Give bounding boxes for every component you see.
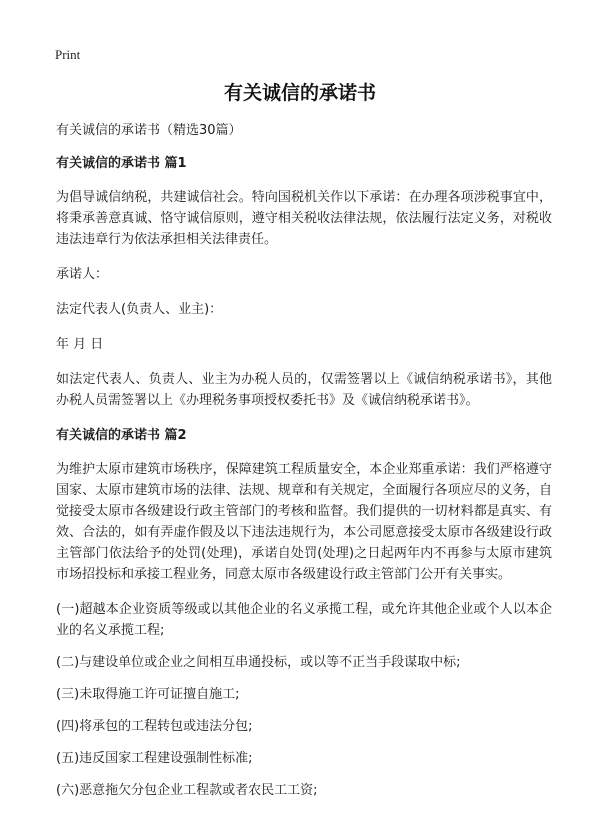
document-title: 有关诚信的承诺书 <box>223 82 376 104</box>
promisor-line: 承诺人： <box>56 267 109 282</box>
list-item: (六)恶意拖欠分包企业工程款或者农民工工资; <box>56 783 318 798</box>
list-item: (三)未取得施工许可证擅自施工; <box>56 687 240 702</box>
section1-paragraph-2: 如法定代表人、负责人、业主为办税人员的，仅需签署以上《诚信纳税承诺书》，其他办税人员需签署以上《办理税务事项授权委托书》及《诚信纳税承诺书》。 <box>56 372 552 408</box>
list-item: (二)与建设单位或企业之间相互串通投标，或以等不正当手段谋取中标; <box>56 655 461 670</box>
document-subtitle: 有关诚信的承诺书（精选30篇） <box>56 123 242 138</box>
document-body <box>56 120 552 812</box>
list-item: (一)超越本企业资质等级或以其他企业的名义承揽工程，或允许其他企业或个人以本企业的名义承揽工程; <box>56 602 552 638</box>
section2-paragraph-1: 为维护太原市建筑市场秩序，保障建筑工程质量安全，本企业郑重承诺：我们严格遵守国家、太原市建筑市场的法律、法规、规章和有关规定，全面履行各项应尽的义务，自觉接受太原市各级建设行政主管部门的考核和监督。我们提供的一切材料都是真实、有效、合法的，如有弄虚作假及以下违法违规行为，本公司愿意接受太原市各级建设行政主管部门依法给予的处罚(处理)，承诺自处罚(处理)之日起两年内不再参与太原市建筑市场招投标和承接工程业务，同意太原市各级建设行政主管部门公开有关事实。 <box>56 462 552 582</box>
print-link[interactable]: Print <box>55 47 81 62</box>
legal-rep-line: 法定代表人(负责人、业主)： <box>56 302 223 317</box>
section-heading-2: 有关诚信的承诺书 篇2 <box>56 428 187 443</box>
section-heading-1: 有关诚信的承诺书 篇1 <box>56 156 187 171</box>
date-line: 年 月 日 <box>56 337 104 352</box>
list-item: (四)将承包的工程转包或违法分包; <box>56 719 253 734</box>
list-item: (五)违反国家工程建设强制性标准; <box>56 751 253 766</box>
section1-paragraph-1: 为倡导诚信纳税，共建诚信社会。特向国税机关作以下承诺：在办理各项涉税事宜中，将秉承善意真诚、恪守诚信原则，遵守相关税收法律法规，依法履行法定义务，对税收违法违章行为依法承担相关法律责任。 <box>56 190 552 247</box>
